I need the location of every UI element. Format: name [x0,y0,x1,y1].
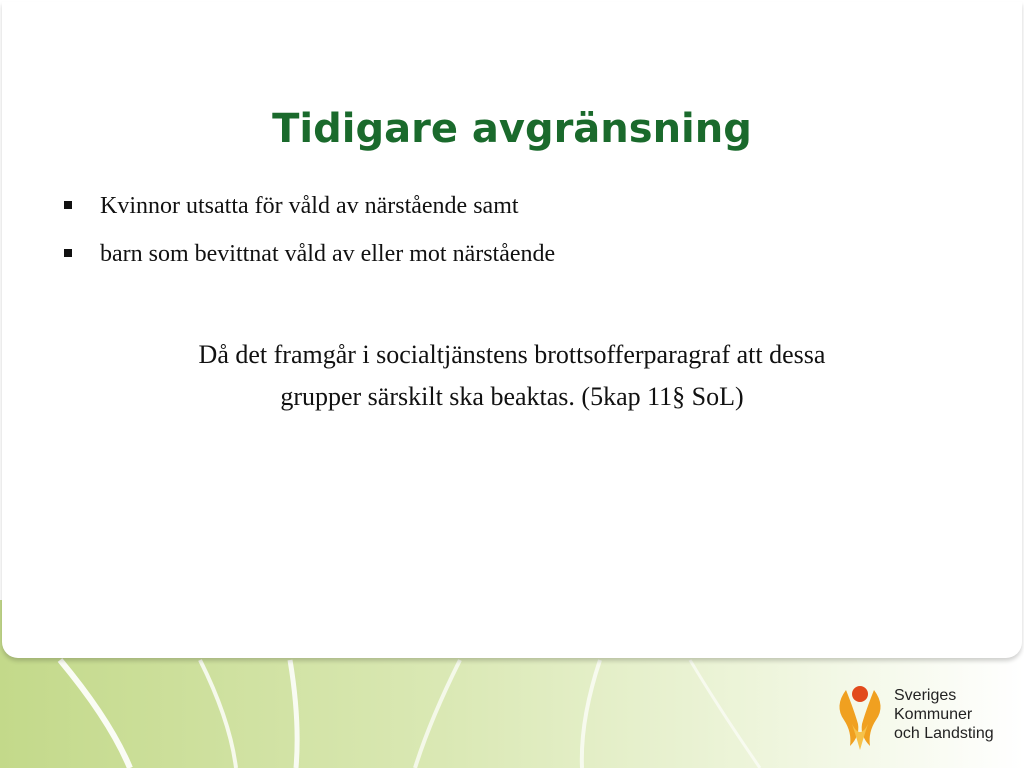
paragraph-line: grupper särskilt ska beaktas. (5kap 11§ SoL) [280,382,744,411]
bullet-text: barn som bevittnat våld av eller mot närstående [100,241,556,267]
square-bullet-icon [64,201,72,209]
skl-logo [832,680,1012,752]
bullet-item [62,190,962,238]
slide-title: Tidigare avgränsning [272,106,752,152]
body-paragraph [60,334,964,418]
bullet-list [62,190,962,286]
paragraph-line: Då det framgår i socialtjänstens brottsofferparagraf att dessa [198,340,826,369]
logo-text-line: Kommuner [894,706,973,723]
square-bullet-icon [64,249,72,257]
bullet-item [62,238,962,286]
logo-text-line: och Landsting [894,725,994,742]
bullet-text: Kvinnor utsatta för våld av närstående samt [100,193,519,219]
logo-wordmark [894,686,994,743]
logo-figure-icon [832,680,888,752]
logo-text-line: Sveriges [894,687,957,704]
content-card [2,2,1022,658]
